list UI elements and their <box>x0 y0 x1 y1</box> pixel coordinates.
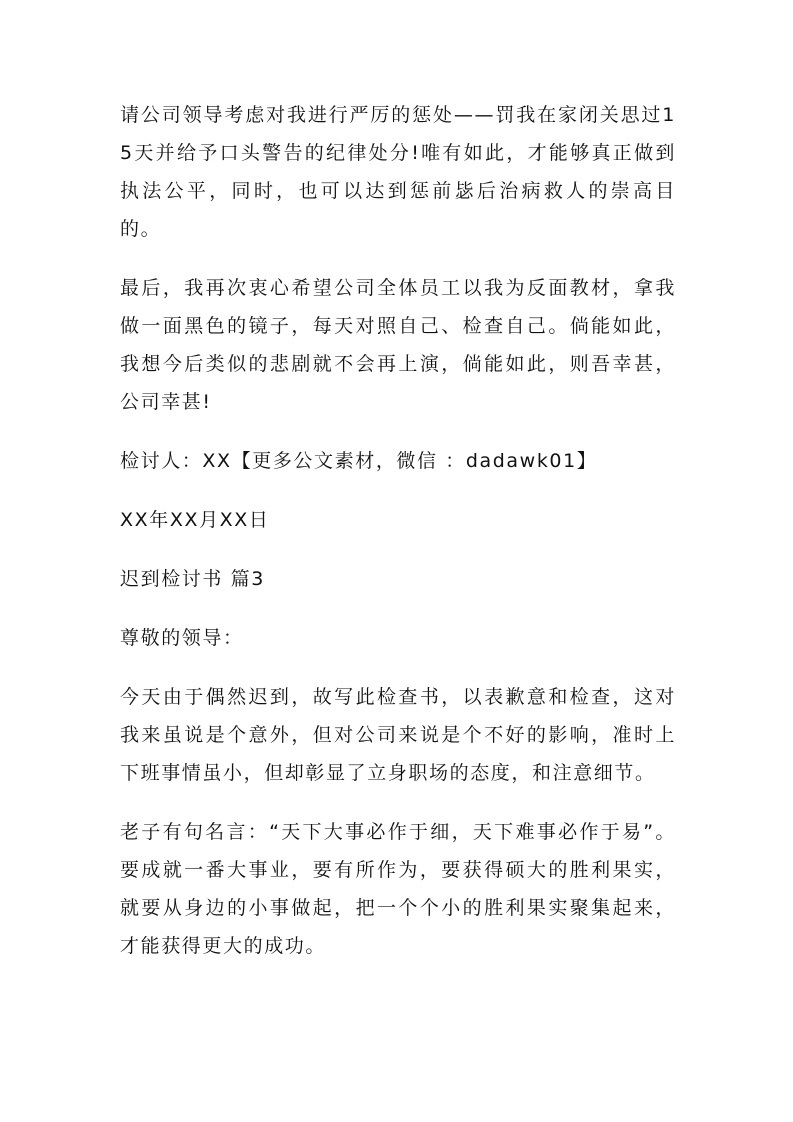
paragraph-lateness-apology: 今天由于偶然迟到，故写此检查书，以表歉意和检查，这对我来虽说是个意外，但对公司来说是个不好的影响，准时上下班事情虽小，但却彰显了立身职场的态度，和注意细节。 <box>120 686 676 784</box>
paragraph-punishment-request: 请公司领导考虑对我进行严厉的惩处——罚我在家闭关思过15天并给予口头警告的纪律处分!唯有如此，才能够真正做到执法公平，同时，也可以达到惩前毖后治病救人的崇高目的。 <box>120 104 676 240</box>
salutation: 尊敬的领导： <box>120 627 244 649</box>
section-heading: 迟到检讨书 篇3 <box>120 568 265 590</box>
paragraph-closing-hope: 最后，我再次衷心希望公司全体员工以我为反面教材，拿我做一面黑色的镜子，每天对照自己、检查自己。倘能如此，我想今后类似的悲剧就不会再上演，倘能如此，则吾幸甚，公司幸甚! <box>120 277 676 413</box>
paragraph-laozi-quote: 老子有句名言：“天下大事必作于细，天下难事必作于易”。要成就一番大事业，要有所作为，要获得硕大的胜利果实，就要从身边的小事做起，把一个个小的胜利果实聚集起来，才能获得更大的成功。 <box>120 821 676 957</box>
signature-line: 检讨人：XX【更多公文素材，微信 ：dadawk01】 <box>120 450 598 472</box>
document-body <box>120 96 676 965</box>
date-line: XX年XX月XX日 <box>120 509 270 531</box>
